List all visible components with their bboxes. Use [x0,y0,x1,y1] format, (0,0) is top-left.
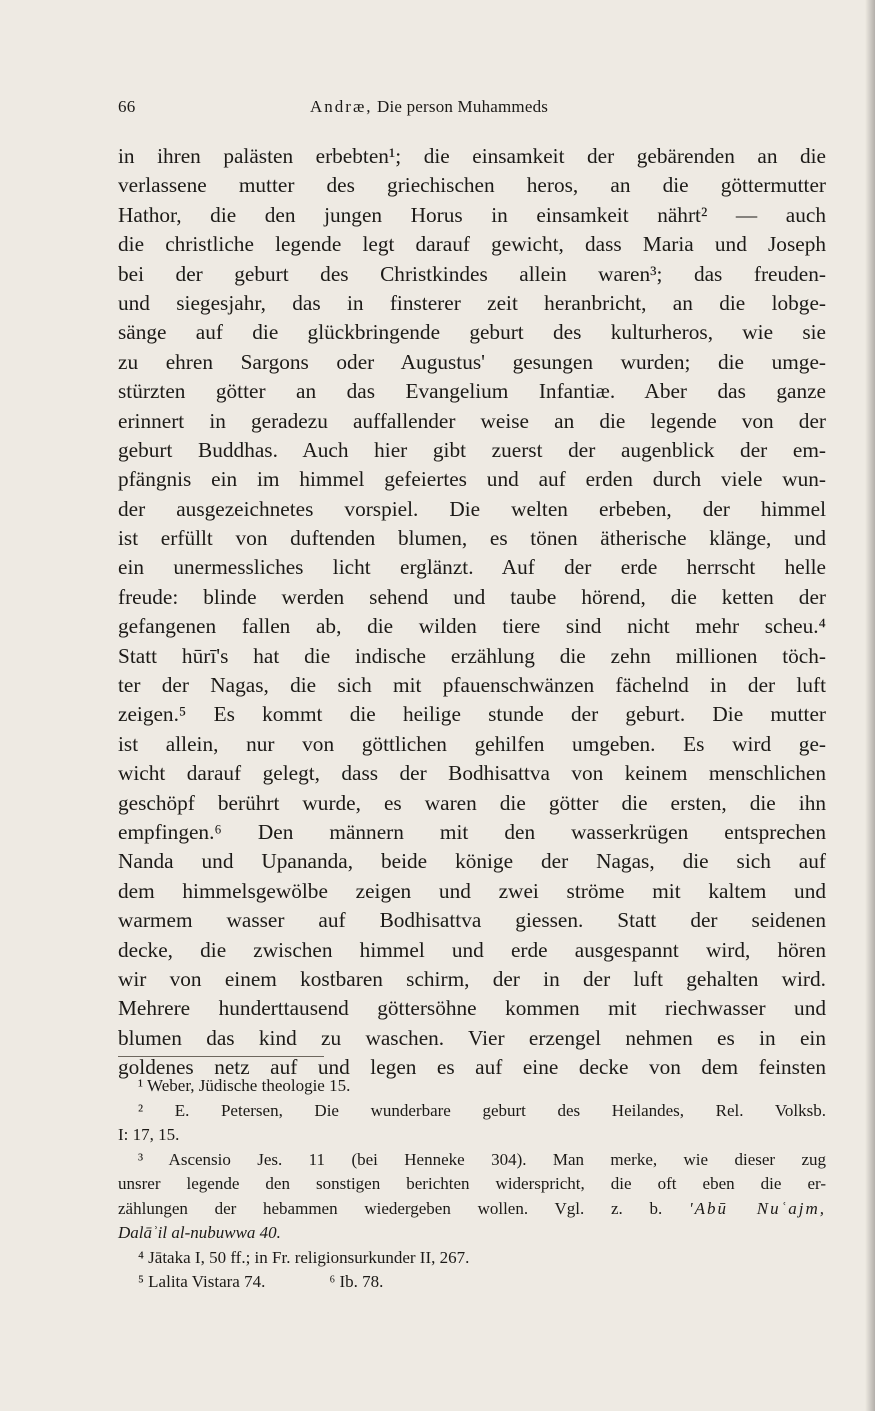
text-line: verlassene mutter des griechischen heros, an die göttermutter [118,173,826,198]
text-line: geburt Buddhas. Auch hier gibt zuerst der augenblick der em- [118,437,826,462]
text-line: Hathor, die den jungen Horus in einsamkeit nährt² — auch [118,202,826,227]
body-text [118,142,826,1083]
footnote-3-reference: 'Abū Nuʿajm, [689,1198,826,1218]
footnote-5-6 [118,1270,826,1295]
footnote-2: ² E. Petersen, Die wunderbare geburt des Heilandes, Rel. Volksb. [138,1100,826,1120]
text-line: gefangenen fallen ab, die wilden tiere sind nicht mehr scheu.⁴ [118,614,826,639]
text-line: in ihren palästen erbebten¹; die einsamkeit der gebärenden an die [118,144,826,168]
author-name: Andræ, [310,97,373,116]
text-line: ein unermessliches licht erglänzt. Auf der erde herrscht helle [118,555,826,580]
text-line: Nanda und Upananda, beide könige der Nagas, die sich auf [118,849,826,874]
page-edge-shadow [865,0,875,1411]
footnote-6: ⁶ Ib. 78. [329,1272,384,1291]
text-line: zu ehren Sargons oder Augustus' gesungen wurden; die umge- [118,349,826,374]
footnotes [118,1074,826,1295]
text-line: ter der Nagas, die sich mit pfauenschwänzen fächelnd in der luft [118,673,826,698]
footnote-2-cont: I: 17, 15. [118,1125,180,1144]
text-line: ist erfüllt von duftenden blumen, es tönen ätherische klänge, und [118,526,826,551]
text-line: erinnert in geradezu auffallender weise an die legende von der [118,408,826,433]
footnote-4: ⁴ Jātaka I, 50 ff.; in Fr. religionsurkunder II, 267. [138,1247,470,1267]
text-line: und siegesjahr, das in finsterer zeit heranbricht, an die lobge- [118,290,826,315]
footnote-separator [118,1056,324,1057]
footnote-3: ³ Ascensio Jes. 11 (bei Henneke 304). Man merke, wie dieser zug [138,1149,826,1169]
text-line: pfängnis ein im himmel gefeiertes und auf erden durch viele wun- [118,467,826,492]
text-line: der ausgezeichnetes vorspiel. Die welten erbeben, der himmel [118,496,826,521]
text-line: freude: blinde werden sehend und taube hörend, die ketten der [118,584,826,609]
text-line: zeigen.⁵ Es kommt die heilige stunde der geburt. Die mutter [118,702,826,727]
book-title: Die person Muhammeds [376,97,549,116]
text-line: decke, die zwischen himmel und erde ausgespannt wird, hören [118,937,826,962]
page-number: 66 [118,97,136,116]
footnote-5: ⁵ Lalita Vistara 74. [138,1272,266,1291]
footnote-3-text: zählungen der hebammen wiedergeben wollen. Vgl. z. b. [118,1198,663,1218]
text-line: wir von einem kostbaren schirm, der in der luft gehalten wird. [118,966,826,991]
footnote-3-cont: unsrer legende den sonstigen berichten widerspricht, die oft eben die er- [118,1174,826,1193]
text-line: ist allein, nur von göttlichen gehilfen umgeben. Es wird ge- [118,731,826,756]
text-line: wicht darauf gelegt, dass der Bodhisattva von keinem menschlichen [118,761,826,786]
text-line: warmem wasser auf Bodhisattva giessen. Statt der seidenen [118,908,826,933]
footnote-3-cont [118,1197,826,1222]
text-line: goldenes netz auf und legen es auf eine decke von dem feinsten [118,1055,826,1080]
running-head [118,97,825,121]
text-line: bei der geburt des Christkindes allein waren³; das freuden- [118,261,826,286]
text-line: stürzten götter an das Evangelium Infantiæ. Aber das ganze [118,379,826,404]
text-line: Statt hūrī's hat die indische erzählung die zehn millionen töch- [118,643,826,668]
text-line: dem himmelsgewölbe zeigen und zwei ströme mit kaltem und [118,878,826,903]
footnote-1: ¹ Weber, Jüdische theologie 15. [138,1076,351,1095]
text-line: sänge auf die glückbringende geburt des kulturheros, wie sie [118,320,826,345]
text-line: empfingen.⁶ Den männern mit den wasserkrügen entsprechen [118,819,826,844]
text-line: Mehrere hunderttausend göttersöhne kommen mit riechwasser und [118,996,826,1021]
text-line: geschöpf berührt wurde, es waren die götter die ersten, die ihn [118,790,826,815]
text-line: blumen das kind zu waschen. Vier erzengel nehmen es in ein [118,1025,826,1050]
running-title [310,97,548,117]
footnote-3-cont: Dalāʾil al-nubuwwa 40. [118,1223,281,1242]
text-line: die christliche legende legt darauf gewicht, dass Maria und Joseph [118,232,826,257]
